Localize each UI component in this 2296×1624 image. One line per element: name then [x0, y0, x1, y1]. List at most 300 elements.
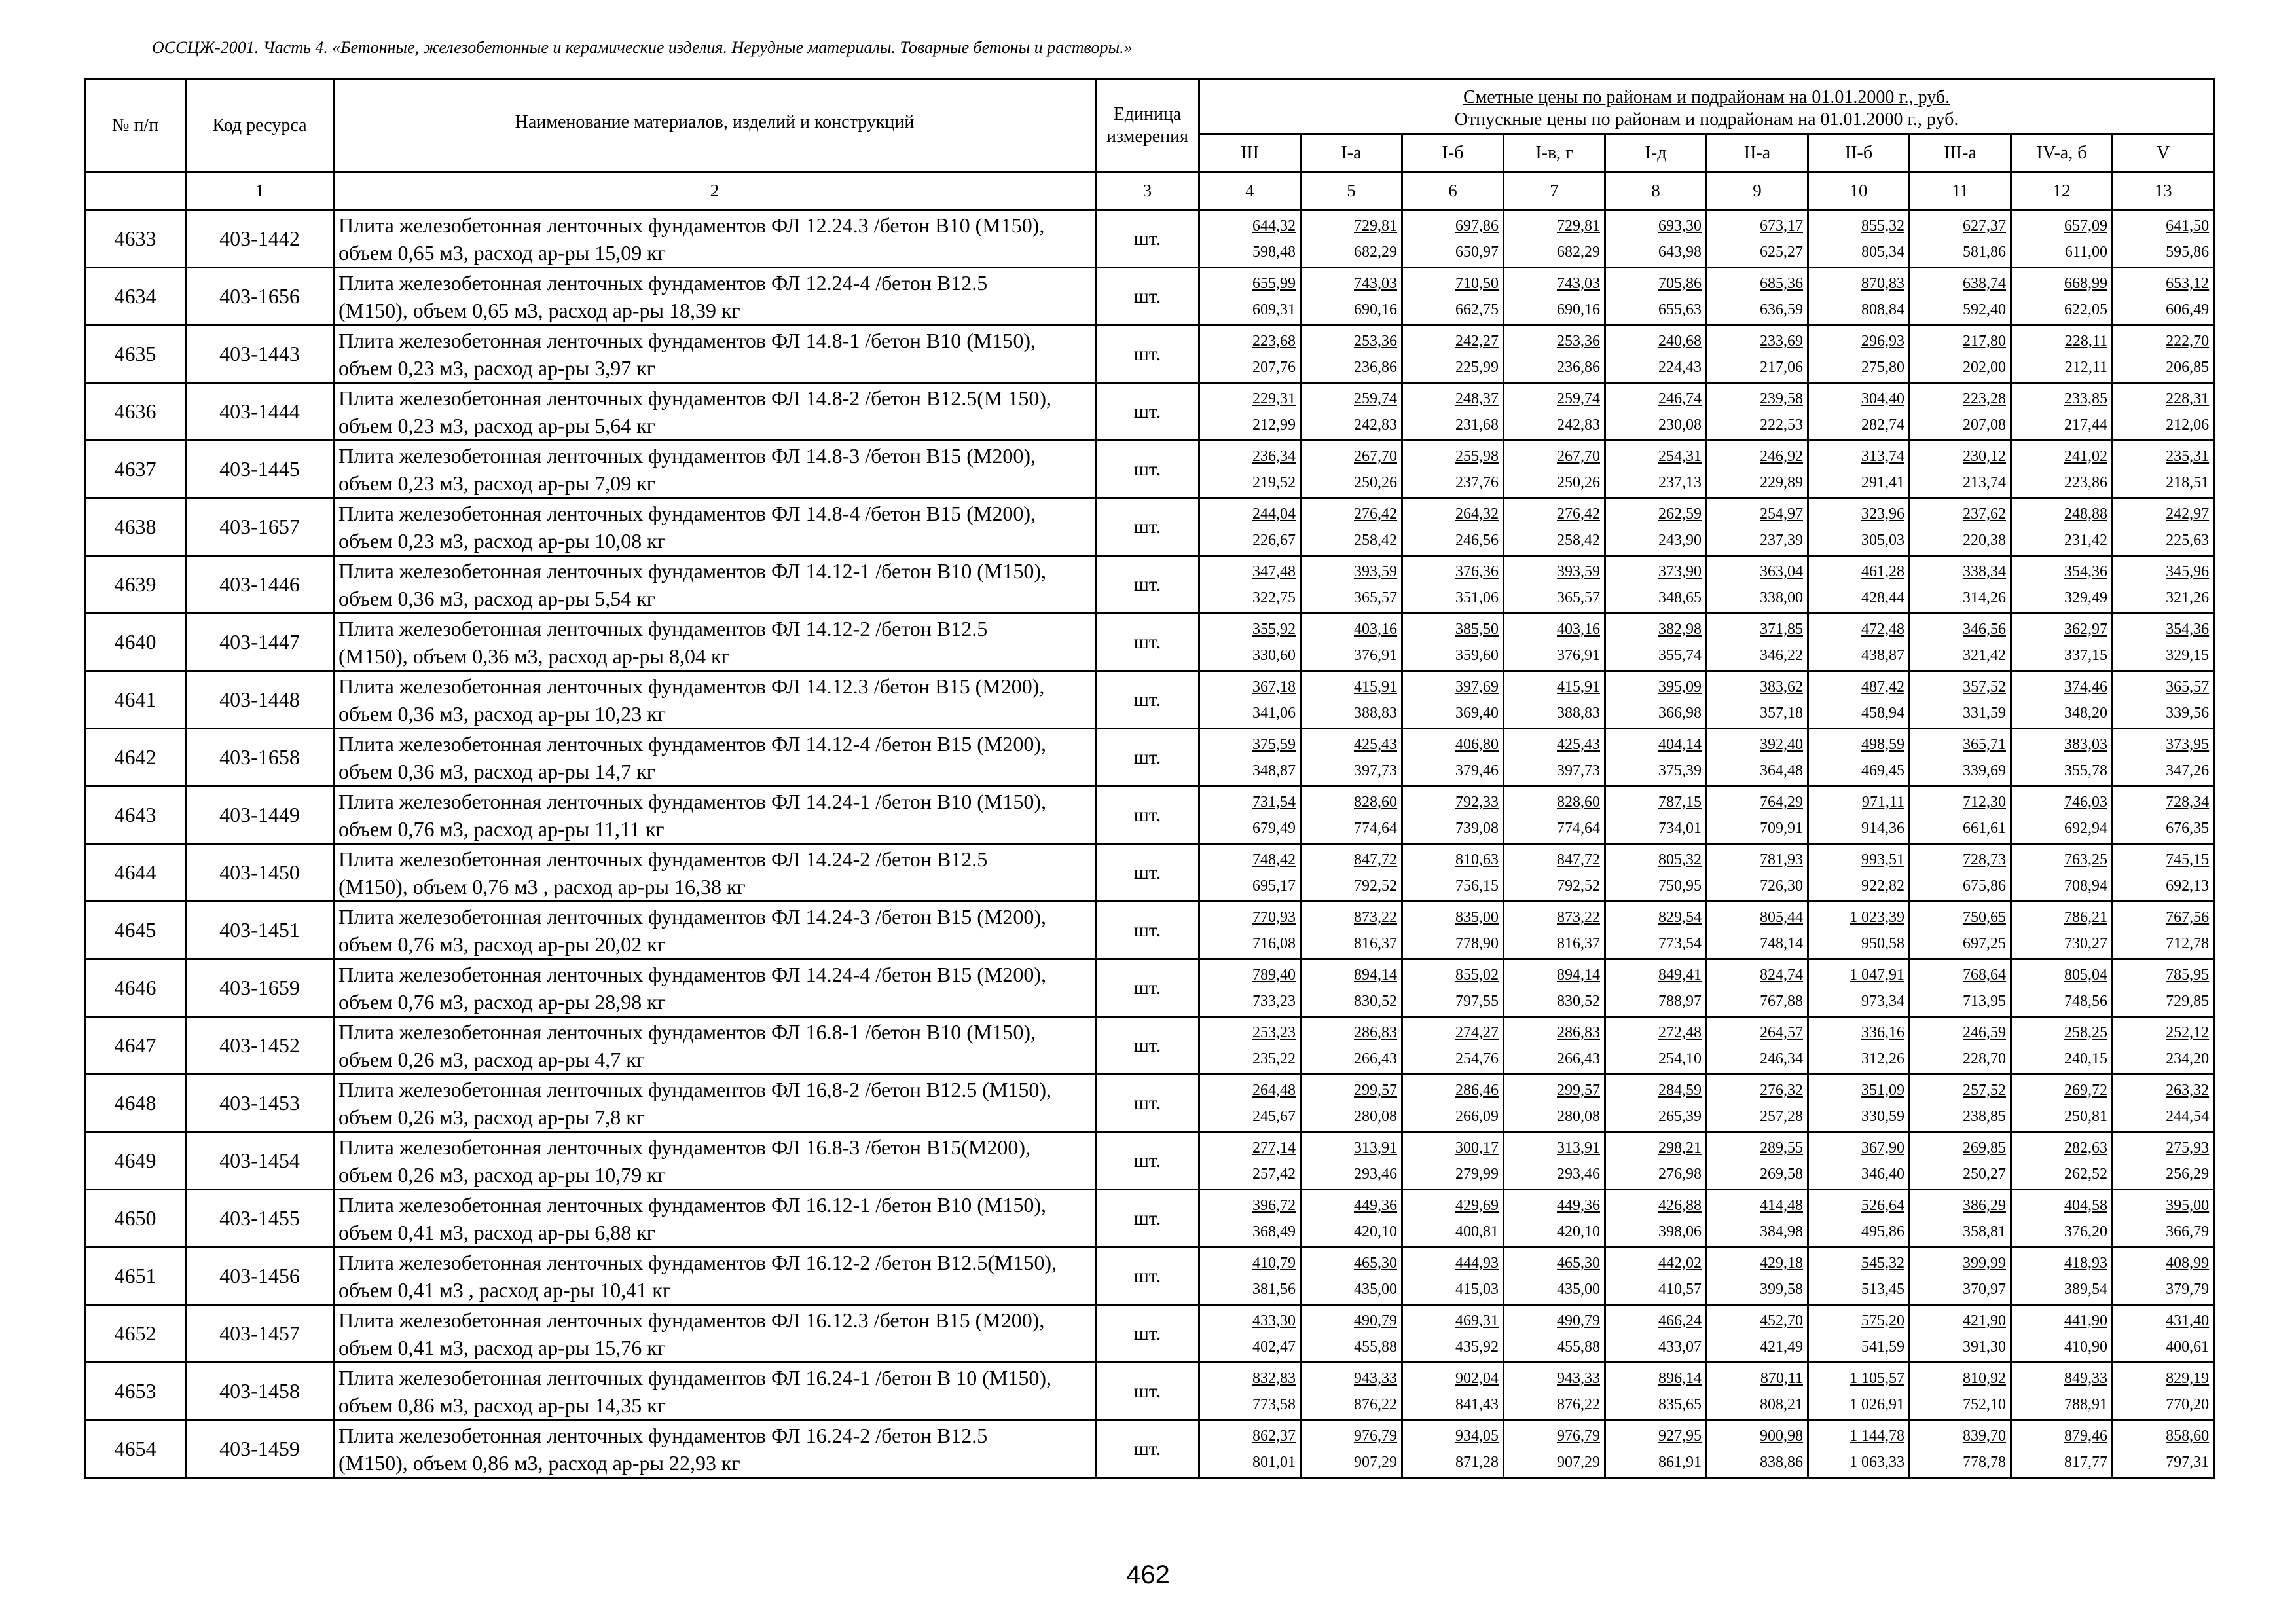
- estimate-price: 763,25: [2064, 851, 2107, 868]
- price-cell: [1402, 729, 1504, 786]
- price-cell: [1707, 268, 1808, 325]
- release-price: 225,63: [2166, 531, 2210, 549]
- estimate-price: 745,15: [2166, 851, 2210, 868]
- column-number: 1: [186, 172, 334, 210]
- item-name-line: объем 0,76 м3, расход ар-ры 28,98 кг: [338, 989, 666, 1014]
- table-row: [85, 1420, 2214, 1478]
- unit-cell: шт.: [1096, 1132, 1199, 1190]
- price-cell: [1808, 210, 1910, 268]
- price-cell: [1910, 383, 2011, 441]
- item-name-line: Плита железобетонная ленточных фундаментов ФЛ 16.8-3 /бетон В15(М200),: [338, 1135, 1031, 1159]
- estimate-price: 870,11: [1760, 1369, 1803, 1387]
- estimate-price: 263,32: [2166, 1081, 2210, 1099]
- row-number: 4654: [85, 1420, 186, 1478]
- release-price: 455,88: [1557, 1338, 1600, 1356]
- release-price: 348,20: [2064, 704, 2107, 722]
- release-price: 254,76: [1455, 1050, 1499, 1067]
- unit-cell: шт.: [1096, 383, 1199, 441]
- estimate-price: 282,63: [2064, 1139, 2107, 1156]
- item-name-line: (М150), объем 0,65 м3, расход ар-ры 18,39 кг: [338, 298, 740, 322]
- release-price: 366,79: [2166, 1223, 2210, 1240]
- item-name-line: объем 0,36 м3, расход ар-ры 5,54 кг: [338, 586, 655, 610]
- price-cell: [1504, 1075, 1605, 1132]
- price-cell: [1808, 614, 1910, 671]
- estimate-price: 785,95: [2166, 966, 2210, 984]
- release-price: 655,63: [1658, 301, 1702, 318]
- price-cell: [1707, 498, 1808, 556]
- estimate-price: 787,15: [1658, 793, 1702, 811]
- region-header: II-б: [1808, 134, 1910, 172]
- resource-code: 403-1451: [186, 902, 334, 959]
- estimate-price: 465,30: [1354, 1254, 1397, 1272]
- estimate-price: 354,36: [2166, 620, 2210, 638]
- resource-code: 403-1448: [186, 671, 334, 729]
- price-cell: [1199, 1363, 1301, 1420]
- item-name: [334, 902, 1096, 959]
- price-cell: [1808, 1305, 1910, 1363]
- item-name-line: Плита железобетонная ленточных фундаментов ФЛ 14.24-3 /бетон В15 (М200),: [338, 904, 1047, 929]
- item-name-line: объем 0,65 м3, расход ар-ры 15,09 кг: [338, 240, 666, 265]
- release-price: 748,56: [2064, 992, 2107, 1010]
- release-price: 347,26: [2166, 762, 2210, 779]
- price-cell: [1605, 671, 1707, 729]
- resource-code: 403-1658: [186, 729, 334, 786]
- estimate-price: 269,85: [1963, 1139, 2006, 1156]
- release-price: 217,44: [2064, 416, 2107, 434]
- estimate-price: 418,93: [2064, 1254, 2107, 1272]
- release-price: 237,39: [1760, 531, 1803, 549]
- estimate-price: 223,28: [1963, 390, 2006, 407]
- item-name-line: объем 0,86 м3, расход ар-ры 14,35 кг: [338, 1393, 666, 1417]
- region-header: III-а: [1910, 134, 2011, 172]
- release-price: 339,69: [1963, 762, 2006, 779]
- release-price: 370,97: [1963, 1280, 2006, 1298]
- header-number: № п/п: [85, 79, 186, 172]
- price-cell: [2011, 556, 2113, 614]
- release-price: 293,46: [1557, 1165, 1600, 1183]
- item-name: [334, 1190, 1096, 1247]
- price-cell: [1504, 671, 1605, 729]
- release-price: 341,06: [1252, 704, 1296, 722]
- release-price: 376,91: [1557, 646, 1600, 664]
- header-code: Код ресурса: [186, 79, 334, 172]
- price-cell: [1301, 671, 1402, 729]
- estimate-price: 862,37: [1252, 1427, 1296, 1445]
- price-cell: [1808, 844, 1910, 902]
- estimate-price: 697,86: [1455, 217, 1499, 234]
- row-number: 4644: [85, 844, 186, 902]
- price-cell: [1910, 1363, 2011, 1420]
- release-price: 770,20: [2166, 1395, 2210, 1413]
- estimate-price: 575,20: [1861, 1312, 1904, 1329]
- price-cell: [1301, 959, 1402, 1017]
- release-price: 841,43: [1455, 1395, 1499, 1413]
- release-price: 695,17: [1252, 877, 1296, 895]
- release-price: 876,22: [1557, 1395, 1600, 1413]
- price-cell: [1504, 268, 1605, 325]
- release-price: 358,81: [1963, 1223, 2006, 1240]
- release-price: 202,00: [1963, 358, 2006, 376]
- estimate-price: 655,99: [1252, 274, 1296, 292]
- price-cell: [2011, 1363, 2113, 1420]
- unit-cell: шт.: [1096, 1363, 1199, 1420]
- price-cell: [2011, 902, 2113, 959]
- estimate-price: 1 023,39: [1850, 908, 1904, 926]
- price-cell: [1605, 729, 1707, 786]
- unit-cell: шт.: [1096, 268, 1199, 325]
- price-cell: [1301, 556, 1402, 614]
- item-name: [334, 1363, 1096, 1420]
- estimate-price: 894,14: [1354, 966, 1397, 984]
- estimate-price: 870,83: [1861, 274, 1904, 292]
- release-price: 368,49: [1252, 1223, 1296, 1240]
- price-cell: [1402, 1305, 1504, 1363]
- item-name-line: объем 0,23 м3, расход ар-ры 10,08 кг: [338, 528, 666, 553]
- price-cell: [2011, 614, 2113, 671]
- release-price: 243,90: [1658, 531, 1702, 549]
- price-cell: [1301, 1420, 1402, 1478]
- item-name-line: (М150), объем 0,76 м3 , расход ар-ры 16,38 кг: [338, 874, 746, 898]
- release-price: 258,42: [1557, 531, 1600, 549]
- estimate-price: 934,05: [1455, 1427, 1499, 1445]
- price-cell: [1605, 902, 1707, 959]
- release-price: 729,85: [2166, 992, 2210, 1010]
- release-price: 276,98: [1658, 1165, 1702, 1183]
- release-price: 212,99: [1252, 416, 1296, 434]
- price-cell: [1402, 844, 1504, 902]
- row-number: 4645: [85, 902, 186, 959]
- release-price: 713,95: [1963, 992, 2006, 1010]
- price-cell: [1199, 1190, 1301, 1247]
- estimate-price: 767,56: [2166, 908, 2210, 926]
- release-price: 675,86: [1963, 877, 2006, 895]
- release-price: 269,58: [1760, 1165, 1803, 1183]
- unit-cell: шт.: [1096, 325, 1199, 383]
- item-name-line: Плита железобетонная ленточных фундаментов ФЛ 14.24-1 /бетон В10 (М150),: [338, 789, 1047, 813]
- estimate-price: 469,31: [1455, 1312, 1499, 1329]
- price-cell: [1605, 441, 1707, 498]
- item-name-line: Плита железобетонная ленточных фундаментов ФЛ 16,8-2 /бетон В12.5 (М150),: [338, 1077, 1052, 1101]
- resource-code: 403-1442: [186, 210, 334, 268]
- estimate-price: 743,03: [1557, 274, 1600, 292]
- item-name-line: Плита железобетонная ленточных фундаментов ФЛ 14.12-4 /бетон В15 (М200),: [338, 731, 1047, 756]
- price-cell: [1605, 1420, 1707, 1478]
- release-price: 388,83: [1354, 704, 1397, 722]
- estimate-price: 849,41: [1658, 966, 1702, 984]
- unit-cell: шт.: [1096, 671, 1199, 729]
- estimate-price: 276,32: [1760, 1081, 1803, 1099]
- price-cell: [2113, 268, 2214, 325]
- estimate-price: 272,48: [1658, 1024, 1702, 1041]
- release-price: 838,86: [1760, 1453, 1803, 1471]
- item-name: [334, 786, 1096, 844]
- estimate-price: 408,99: [2166, 1254, 2210, 1272]
- price-cell: [2113, 671, 2214, 729]
- table-row: [85, 959, 2214, 1017]
- release-price: 206,85: [2166, 358, 2210, 376]
- estimate-price: 395,00: [2166, 1196, 2210, 1214]
- estimate-price: 839,70: [1963, 1427, 2006, 1445]
- price-cell: [2113, 786, 2214, 844]
- release-price: 421,49: [1760, 1338, 1803, 1356]
- resource-code: 403-1447: [186, 614, 334, 671]
- column-number: 3: [1096, 172, 1199, 210]
- release-price: 246,56: [1455, 531, 1499, 549]
- estimate-price: 286,83: [1557, 1024, 1600, 1041]
- item-name: [334, 1075, 1096, 1132]
- release-price: 598,48: [1252, 243, 1296, 261]
- price-cell: [1707, 1017, 1808, 1075]
- estimate-price: 832,83: [1252, 1369, 1296, 1387]
- price-cell: [1707, 959, 1808, 1017]
- resource-code: 403-1456: [186, 1247, 334, 1305]
- price-cell: [1605, 844, 1707, 902]
- price-cell: [1910, 1075, 2011, 1132]
- estimate-price: 442,02: [1658, 1254, 1702, 1272]
- item-name: [334, 268, 1096, 325]
- estimate-price: 657,09: [2064, 217, 2107, 234]
- release-price: 250,81: [2064, 1107, 2107, 1125]
- release-price: 773,58: [1252, 1395, 1296, 1413]
- price-cell: [1301, 498, 1402, 556]
- item-name: [334, 1305, 1096, 1363]
- release-price: 435,00: [1354, 1280, 1397, 1298]
- estimate-price: 829,54: [1658, 908, 1702, 926]
- release-price: 797,31: [2166, 1453, 2210, 1471]
- estimate-price: 425,43: [1354, 735, 1397, 753]
- price-cell: [2113, 959, 2214, 1017]
- release-price: 355,74: [1658, 646, 1702, 664]
- price-cell: [1707, 614, 1808, 671]
- row-number: 4649: [85, 1132, 186, 1190]
- release-price: 337,15: [2064, 646, 2107, 664]
- row-number: 4651: [85, 1247, 186, 1305]
- estimate-price: 299,57: [1354, 1081, 1397, 1099]
- release-price: 237,76: [1455, 473, 1499, 491]
- unit-cell: шт.: [1096, 556, 1199, 614]
- release-price: 388,83: [1557, 704, 1600, 722]
- unit-cell: шт.: [1096, 441, 1199, 498]
- unit-cell: шт.: [1096, 1247, 1199, 1305]
- price-cell: [1808, 1247, 1910, 1305]
- release-price: 734,01: [1658, 819, 1702, 837]
- price-cell: [1199, 325, 1301, 383]
- estimate-price: 262,59: [1658, 505, 1702, 523]
- estimate-price: 244,04: [1252, 505, 1296, 523]
- release-price: 207,08: [1963, 416, 2006, 434]
- item-name: [334, 325, 1096, 383]
- price-cell: [2011, 786, 2113, 844]
- release-price: 435,92: [1455, 1338, 1499, 1356]
- release-price: 950,58: [1861, 934, 1904, 952]
- price-cell: [2113, 1075, 2214, 1132]
- price-cell: [2113, 210, 2214, 268]
- price-cell: [1910, 1190, 2011, 1247]
- table-body: [85, 172, 2214, 1478]
- estimate-price: 750,65: [1963, 908, 2006, 926]
- estimate-price: 233,69: [1760, 332, 1803, 350]
- row-number: 4641: [85, 671, 186, 729]
- release-price: 280,08: [1354, 1107, 1397, 1125]
- release-price: 245,67: [1252, 1107, 1296, 1125]
- price-cell: [1504, 498, 1605, 556]
- estimate-price: 466,24: [1658, 1312, 1702, 1329]
- item-name-line: Плита железобетонная ленточных фундаментов ФЛ 14.8-4 /бетон В15 (М200),: [338, 501, 1036, 525]
- resource-code: 403-1446: [186, 556, 334, 614]
- release-price: 266,43: [1557, 1050, 1600, 1067]
- price-cell: [2011, 671, 2113, 729]
- estimate-price: 386,29: [1963, 1196, 2006, 1214]
- release-price: 650,97: [1455, 243, 1499, 261]
- release-price: 922,82: [1861, 877, 1904, 895]
- price-cell: [1707, 1305, 1808, 1363]
- price-cell: [1402, 1017, 1504, 1075]
- estimate-price: 367,90: [1861, 1139, 1904, 1156]
- release-price: 513,45: [1861, 1280, 1904, 1298]
- column-number-row: [85, 172, 2214, 210]
- price-cell: [1808, 556, 1910, 614]
- estimate-price: 490,79: [1354, 1312, 1397, 1329]
- row-number: 4635: [85, 325, 186, 383]
- table-row: [85, 383, 2214, 441]
- price-cell: [1910, 1017, 2011, 1075]
- estimate-price: 943,33: [1557, 1369, 1600, 1387]
- release-price: 379,46: [1455, 762, 1499, 779]
- price-cell: [2011, 844, 2113, 902]
- release-price: 280,08: [1557, 1107, 1600, 1125]
- release-price: 455,88: [1354, 1338, 1397, 1356]
- estimate-price: 235,31: [2166, 447, 2210, 465]
- price-cell: [2113, 1363, 2214, 1420]
- release-price: 389,54: [2064, 1280, 2107, 1298]
- resource-code: 403-1659: [186, 959, 334, 1017]
- price-cell: [1402, 902, 1504, 959]
- release-price: 348,65: [1658, 589, 1702, 606]
- release-price: 291,41: [1861, 473, 1904, 491]
- estimate-price: 810,63: [1455, 851, 1499, 868]
- price-cell: [1707, 786, 1808, 844]
- column-number: 4: [1199, 172, 1301, 210]
- estimate-price: 289,55: [1760, 1139, 1803, 1156]
- estimate-price: 257,52: [1963, 1081, 2006, 1099]
- estimate-price: 441,90: [2064, 1312, 2107, 1329]
- release-price: 250,26: [1354, 473, 1397, 491]
- price-cell: [1707, 1132, 1808, 1190]
- price-cell: [1605, 786, 1707, 844]
- unit-cell: шт.: [1096, 1075, 1199, 1132]
- release-price: 254,10: [1658, 1050, 1702, 1067]
- estimate-price: 246,59: [1963, 1024, 2006, 1041]
- estimate-price: 810,92: [1963, 1369, 2006, 1387]
- item-name: [334, 729, 1096, 786]
- estimate-price: 971,11: [1861, 793, 1904, 811]
- estimate-price: 743,03: [1354, 274, 1397, 292]
- price-cell: [1504, 1305, 1605, 1363]
- estimate-price: 354,36: [2064, 563, 2107, 580]
- region-header: I-в, г: [1504, 134, 1605, 172]
- price-cell: [1504, 614, 1605, 671]
- price-cell: [1199, 729, 1301, 786]
- price-cell: [1301, 614, 1402, 671]
- price-cell: [1910, 210, 2011, 268]
- release-price: 397,73: [1354, 762, 1397, 779]
- price-cell: [1504, 441, 1605, 498]
- item-name-line: Плита железобетонная ленточных фундаментов ФЛ 14.12.3 /бетон В15 (М200),: [338, 674, 1045, 698]
- estimate-price: 976,79: [1557, 1427, 1600, 1445]
- release-price: 338,00: [1760, 589, 1803, 606]
- estimate-price: 362,97: [2064, 620, 2107, 638]
- release-price: 355,78: [2064, 762, 2107, 779]
- column-number: 2: [334, 172, 1096, 210]
- release-price: 257,42: [1252, 1165, 1296, 1183]
- price-cell: [1199, 671, 1301, 729]
- release-price: 1 063,33: [1850, 1453, 1904, 1471]
- release-price: 348,87: [1252, 762, 1296, 779]
- release-price: 835,65: [1658, 1395, 1702, 1413]
- release-price: 346,40: [1861, 1165, 1904, 1183]
- estimate-price: 545,32: [1861, 1254, 1904, 1272]
- estimate-price: 1 047,91: [1850, 966, 1904, 984]
- price-cell: [1301, 441, 1402, 498]
- item-name-line: Плита железобетонная ленточных фундаментов ФЛ 12.24-4 /бетон В12.5: [338, 270, 988, 295]
- release-price: 246,34: [1760, 1050, 1803, 1067]
- table-row: [85, 1305, 2214, 1363]
- release-price: 364,48: [1760, 762, 1803, 779]
- estimate-price: 274,27: [1455, 1024, 1499, 1041]
- release-price: 222,53: [1760, 416, 1803, 434]
- release-price: 330,59: [1861, 1107, 1904, 1125]
- release-price: 230,08: [1658, 416, 1702, 434]
- price-cell: [1402, 1132, 1504, 1190]
- row-number: 4636: [85, 383, 186, 441]
- price-cell: [2011, 1247, 2113, 1305]
- release-price: 871,28: [1455, 1453, 1499, 1471]
- release-price: 217,06: [1760, 358, 1803, 376]
- release-price: 376,91: [1354, 646, 1397, 664]
- price-cell: [1301, 325, 1402, 383]
- release-price: 400,81: [1455, 1223, 1499, 1240]
- price-cell: [1402, 210, 1504, 268]
- price-cell: [2011, 959, 2113, 1017]
- price-cell: [1910, 902, 2011, 959]
- estimate-price: 248,88: [2064, 505, 2107, 523]
- estimate-price: 375,59: [1252, 735, 1296, 753]
- price-cell: [1910, 268, 2011, 325]
- price-cell: [1707, 325, 1808, 383]
- price-cell: [2011, 325, 2113, 383]
- estimate-price: 896,14: [1658, 1369, 1702, 1387]
- estimate-price: 1 144,78: [1850, 1427, 1904, 1445]
- price-cell: [1402, 556, 1504, 614]
- estimate-price: 781,93: [1760, 851, 1803, 868]
- price-cell: [2011, 210, 2113, 268]
- price-cell: [1605, 1132, 1707, 1190]
- item-name-line: Плита железобетонная ленточных фундаментов ФЛ 16.12-2 /бетон В12.5(М150),: [338, 1250, 1057, 1274]
- price-cell: [1707, 844, 1808, 902]
- estimate-price: 228,11: [2064, 332, 2107, 350]
- price-cell: [1808, 1190, 1910, 1247]
- release-price: 225,99: [1455, 358, 1499, 376]
- release-price: 321,26: [2166, 589, 2210, 606]
- resource-code: 403-1454: [186, 1132, 334, 1190]
- price-cell: [2113, 1017, 2214, 1075]
- item-name-line: объем 0,76 м3, расход ар-ры 20,02 кг: [338, 932, 666, 956]
- release-price: 213,74: [1963, 473, 2006, 491]
- release-price: 805,34: [1861, 243, 1904, 261]
- estimate-price: 746,03: [2064, 793, 2107, 811]
- release-price: 379,79: [2166, 1280, 2210, 1298]
- table-row: [85, 902, 2214, 959]
